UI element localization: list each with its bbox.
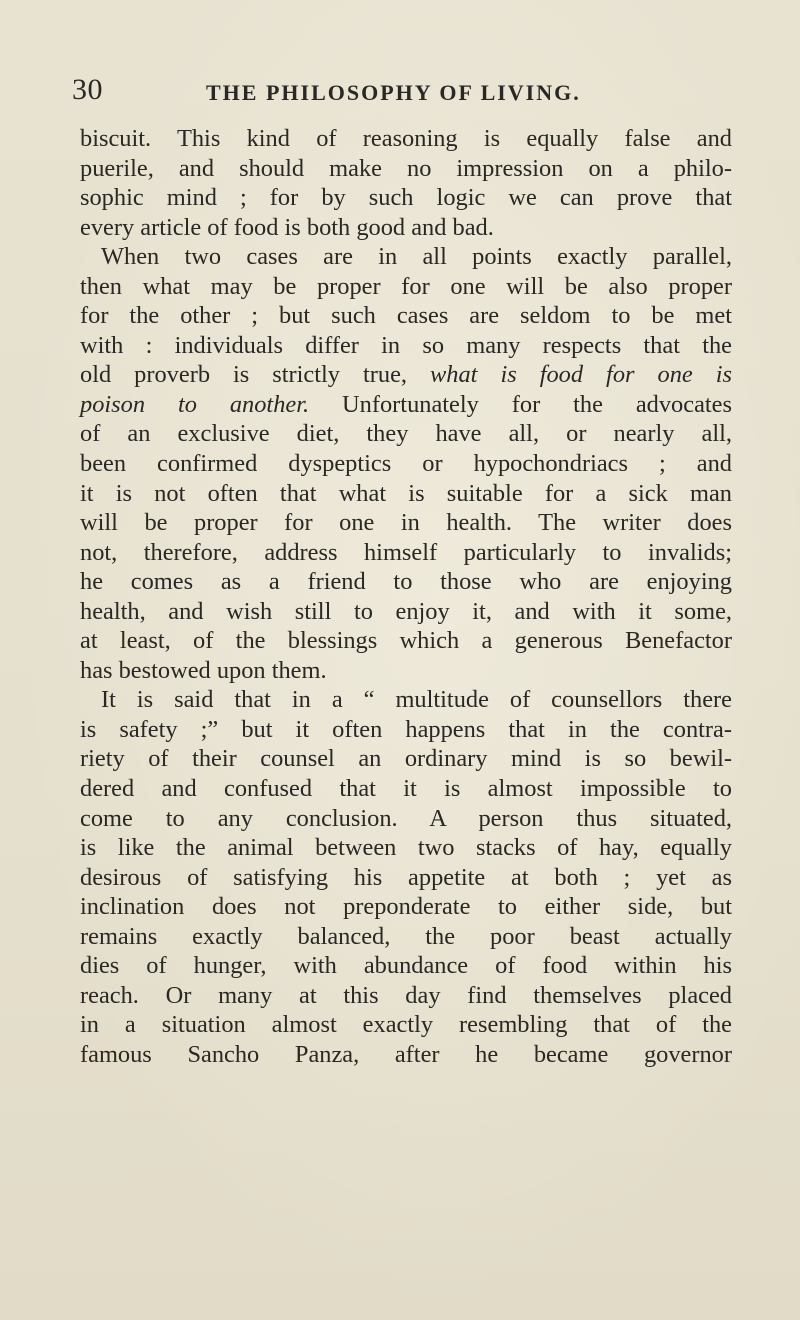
- italic-phrase: poison to another.: [80, 390, 310, 418]
- text-segment: is safety ;” but it often happens that in the contra-: [80, 715, 732, 743]
- text-segment: not, therefore, address himself particularly to invalids;: [80, 538, 732, 566]
- text-segment: at least, of the blessings which a generous Benefactor: [80, 627, 732, 655]
- text-line: [80, 242, 732, 272]
- text-line: [80, 301, 732, 331]
- text-segment: famous Sancho Panza, after he became governor: [80, 1040, 732, 1068]
- text-line: [80, 390, 732, 420]
- text-line: [80, 154, 732, 184]
- text-line: [80, 656, 732, 686]
- running-head: THE PHILOSOPHY OF LIVING.: [206, 80, 581, 105]
- text-segment: desirous of satisfying his appetite at both ; yet as: [80, 863, 732, 891]
- text-segment: he comes as a friend to those who are enjoying: [80, 568, 732, 596]
- text-segment: in a situation almost exactly resembling that of the: [80, 1011, 732, 1039]
- italic-phrase: what is food for one is: [430, 361, 732, 389]
- text-segment: When two cases are in all points exactly parallel,: [101, 243, 732, 271]
- text-line: [80, 744, 732, 774]
- text-line: [80, 508, 732, 538]
- text-segment: old proverb is strictly true,: [80, 361, 431, 389]
- text-line: [80, 981, 732, 1011]
- text-line: [80, 951, 732, 981]
- text-segment: with : individuals differ in so many respects that the: [80, 331, 732, 359]
- text-line: [80, 626, 732, 656]
- body-text: [80, 124, 732, 1070]
- page-number: 30: [72, 73, 103, 106]
- text-segment: it is not often that what is suitable for a sick man: [80, 479, 732, 507]
- text-segment: biscuit. This kind of reasoning is equally false and: [80, 125, 732, 152]
- text-line: [80, 685, 732, 715]
- text-line: [80, 715, 732, 745]
- text-segment: of an exclusive diet, they have all, or nearly all,: [80, 420, 732, 448]
- text-segment: reach. Or many at this day find themselves placed: [80, 981, 732, 1009]
- text-line: [80, 272, 732, 302]
- text-line: [80, 213, 732, 243]
- text-segment: puerile, and should make no impression on a philo-: [80, 154, 732, 182]
- text-line: [80, 479, 732, 509]
- text-segment: sophic mind ; for by such logic we can prove that: [80, 184, 732, 212]
- text-segment: It is said that in a “ multitude of counsellors there: [101, 686, 732, 714]
- text-line: [80, 804, 732, 834]
- text-line: [80, 360, 732, 390]
- text-line: [80, 331, 732, 361]
- text-segment: health, and wish still to enjoy it, and with it some,: [80, 597, 732, 625]
- text-segment: Unfortunately for the advocates: [309, 390, 732, 418]
- text-segment: will be proper for one in health. The writer does: [80, 509, 732, 537]
- text-line: [80, 567, 732, 597]
- text-line: [80, 833, 732, 863]
- text-line: [80, 774, 732, 804]
- text-segment: inclination does not preponderate to either side, but: [80, 893, 732, 921]
- text-segment: remains exactly balanced, the poor beast actually: [80, 922, 732, 950]
- text-segment: dered and confused that it is almost impossible to: [80, 775, 732, 803]
- text-segment: has bestowed upon them.: [80, 656, 327, 684]
- text-line: [80, 863, 732, 893]
- text-line: [80, 597, 732, 627]
- text-segment: dies of hunger, with abundance of food within his: [80, 952, 732, 980]
- text-line: [80, 449, 732, 479]
- text-segment: is like the animal between two stacks of hay, equally: [80, 834, 732, 862]
- text-line: [80, 892, 732, 922]
- text-segment: come to any conclusion. A person thus situated,: [80, 804, 732, 832]
- text-segment: riety of their counsel an ordinary mind is so bewil-: [80, 745, 732, 773]
- text-line: [80, 183, 732, 213]
- text-segment: been confirmed dyspeptics or hypochondriacs ; and: [80, 450, 732, 478]
- text-line: [80, 419, 732, 449]
- text-segment: then what may be proper for one will be also proper: [80, 272, 732, 300]
- text-line: [80, 922, 732, 952]
- page-header: [72, 70, 712, 120]
- text-line: [80, 124, 732, 154]
- text-line: [80, 1040, 732, 1070]
- text-line: [80, 538, 732, 568]
- text-line: [80, 1010, 732, 1040]
- text-segment: for the other ; but such cases are seldom to be met: [80, 302, 732, 330]
- text-segment: every article of food is both good and bad.: [80, 213, 494, 241]
